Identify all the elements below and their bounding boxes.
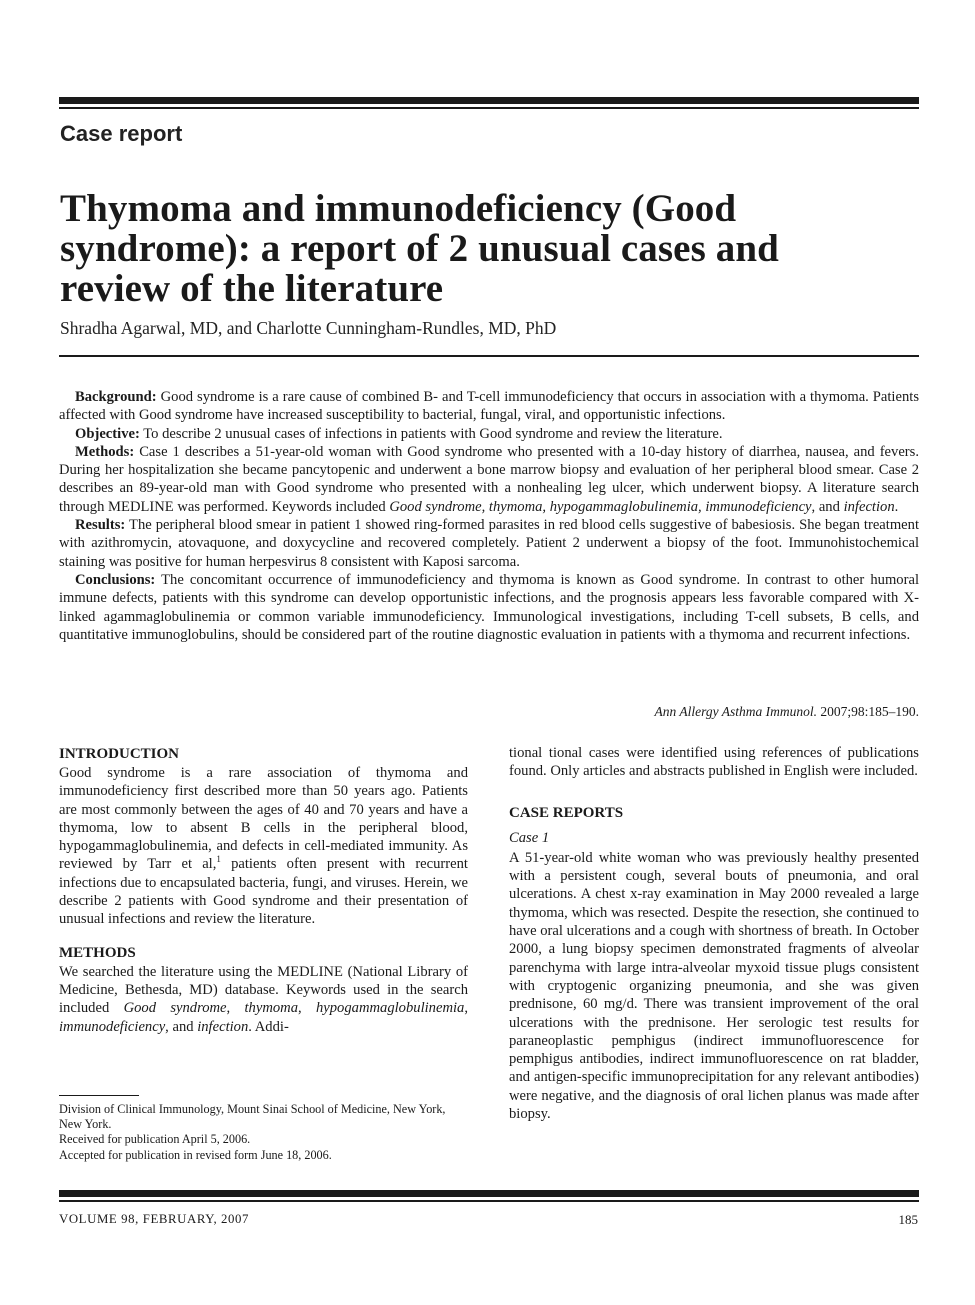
- case1-paragraph: A 51-year-old white woman who was previously healthy presented with a persistent cough, several bouts of pneumonia, and oral ulcerations. A chest x-ray examination in May 2000 revealed a large thymoma, which was resected. Despite the resection, she continued to have oral ulcerations and a cough with shortness of breath. In October 2000, a lung biopsy specimen demonstrated fragments of alveolar parenchyma with large intra-alveolar myxoid tissue plugs consistent with cryptogenic organizing pneumonia, and she was given prednisone, 60 mg/d. There was transient improvement of the oral ulcerations with the prednisone. Her serologic test results for paraneoplastic pemphigus (indirect immunofluorescence for pemphigus antibodies, indirect immunofluorescence on rat bladder, and antigen-specific immunoprecipitation for any relevant antibodies) were negative, and the diagnosis of oral lichen planus was made after biopsy.: [509, 849, 919, 1123]
- footnote-rule: [59, 1095, 139, 1096]
- author-list: Shradha Agarwal, MD, and Charlotte Cunningham-Rundles, MD, PhD: [60, 318, 557, 338]
- top-rule-thin: [59, 107, 919, 109]
- keyword: infection: [197, 1018, 249, 1035]
- title-line: Thymoma and immunodeficiency (Good: [60, 187, 737, 230]
- volume-info: VOLUME 98, FEBRUARY, 2007: [59, 1212, 250, 1226]
- introduction-heading: INTRODUCTION: [59, 746, 180, 762]
- separator: , and: [165, 1018, 198, 1035]
- bottom-rule-thick: [59, 1190, 919, 1197]
- right-column: [509, 744, 919, 1123]
- journal-citation: [59, 704, 919, 720]
- case-reports-heading: CASE REPORTS: [509, 804, 624, 821]
- methods-end: .: [894, 498, 899, 515]
- abstract-objective: [59, 425, 919, 443]
- introduction-paragraph: [59, 764, 468, 929]
- methods-text: Case 1 describes a 51-year-old woman with Good syndrome who presented with a 10-day history of diarrhea, nausea, and fevers. During her hospitalization she became pancytopenic and underwent a bone marrow biopsy and evaluation of her peripheral blood smear. Case 2 describes an 89-year-old man with Good syndrome who presented with a nonhealing leg ulcer, which underwent biopsy. A literature search through MEDLINE was performed. Keywords included: [59, 443, 919, 515]
- abstract-rule: [59, 355, 919, 357]
- article-type: Case report: [60, 121, 183, 146]
- methods-keywords: Good syndrome, thymoma, hypogammaglobulinemia, immunodeficiency: [389, 498, 812, 515]
- methods-and: , and: [811, 498, 840, 515]
- conclusions-label: Conclusions:: [75, 571, 156, 588]
- abstract: [59, 388, 919, 644]
- background-label: Background:: [75, 389, 157, 405]
- methods-continued: tional tional cases were identified using references of publications found. Only articles and abstracts published in English were included.: [509, 745, 919, 780]
- abstract-background: [59, 388, 919, 425]
- keyword: thymoma: [244, 1000, 299, 1017]
- citation-journal: Ann Allergy Asthma Immunol.: [654, 704, 817, 719]
- abstract-results: [59, 516, 919, 571]
- footnotes: [59, 1102, 471, 1163]
- bottom-rule-thin: [59, 1200, 919, 1202]
- intro-text-cont: patients often present with recurrent infections due to encapsulated bacteria, fungi, and viruses. Herein, we describe 2 patients with Good syndrome and their presentation of unusual infections and review the literature.: [59, 856, 468, 928]
- results-text: The peripheral blood smear in patient 1 showed ring-formed parasites in red blood cells suggestive of babesiosis. She began treatment with azithromycin, atovaquone, and doxycycline and recovered completely. Patient 2 underwent a biopsy of the foot. Immunohistochemical staining was positive for human herpesvirus 8 consistent with Kaposi sarcoma.: [59, 517, 920, 570]
- keyword: hypogammaglobulinemia: [315, 1000, 465, 1017]
- affiliation-note: Division of Clinical Immunology, Mount Sinai School of Medicine, New York, New York.: [59, 1102, 446, 1132]
- separator: ,: [298, 1000, 316, 1017]
- case1-heading: Case 1: [509, 829, 550, 846]
- abstract-conclusions: [59, 571, 919, 644]
- methods-label: Methods:: [75, 443, 135, 460]
- results-label: Results:: [75, 517, 126, 534]
- separator: ,: [464, 1000, 468, 1017]
- left-column: [59, 744, 468, 1036]
- title-line: review of the literature: [60, 267, 444, 310]
- methods-paragraph: [59, 963, 468, 1036]
- background-text: Good syndrome is a rare cause of combined B- and T-cell immunodeficiency that occurs in association with a thymoma. Patients affected with Good syndrome have increased susceptibility to bacterial, fungal, viral, and opportunistic infections.: [59, 389, 919, 424]
- keyword: immunodeficiency: [59, 1018, 166, 1035]
- received-note: Received for publication April 5, 2006.: [59, 1132, 251, 1147]
- title-line: syndrome): a report of 2 unusual cases and: [60, 227, 779, 270]
- methods-heading: METHODS: [59, 944, 136, 961]
- page-number: 185: [898, 1212, 918, 1227]
- article-title: [60, 189, 920, 309]
- abstract-methods: [59, 443, 919, 516]
- top-rule-thick: [59, 97, 919, 104]
- reference-marker: 1: [216, 854, 221, 865]
- methods-body-text-cont: . Addi-: [248, 1018, 289, 1035]
- objective-label: Objective:: [75, 425, 140, 442]
- separator: ,: [226, 1000, 245, 1017]
- methods-body-text: We searched the literature using the MEDLINE (National Library of Medicine, Bethesda, MD) database. Keywords used in the search included: [59, 963, 468, 1017]
- keyword: Good syndrome: [123, 1000, 227, 1017]
- objective-text: To describe 2 unusual cases of infections in patients with Good syndrome and review the literature.: [143, 425, 723, 442]
- intro-text: Good syndrome is a rare association of thymoma and immunodeficiency first described more than 50 years ago. Patients are most commonly between the ages of 40 and 70 years and have a thymoma, low to absent B cells in the peripheral blood, hypogammaglobulinemia, and defects in cell-mediated immunity. As reviewed by Tarr et al,: [59, 765, 468, 873]
- methods-keyword-last: infection: [843, 498, 895, 515]
- accepted-note: Accepted for publication in revised form June 18, 2006.: [59, 1147, 332, 1162]
- citation-ref: 2007;98:185–190.: [816, 704, 919, 719]
- conclusions-text: The concomitant occurrence of immunodeficiency and thymoma is known as Good syndrome. In contrast to other humoral immune defects, patients with this syndrome can develop opportunistic infections, and the prognosis appears less favorable compared with X-linked agammaglobulinemia or common variable immunodeficiency. Immunological investigations, including T-cell subsets, B cells, and quantitative immunoglobulins, should be considered part of the routine diagnostic evaluation in patients with a thymoma and recurrent infections.: [59, 571, 919, 643]
